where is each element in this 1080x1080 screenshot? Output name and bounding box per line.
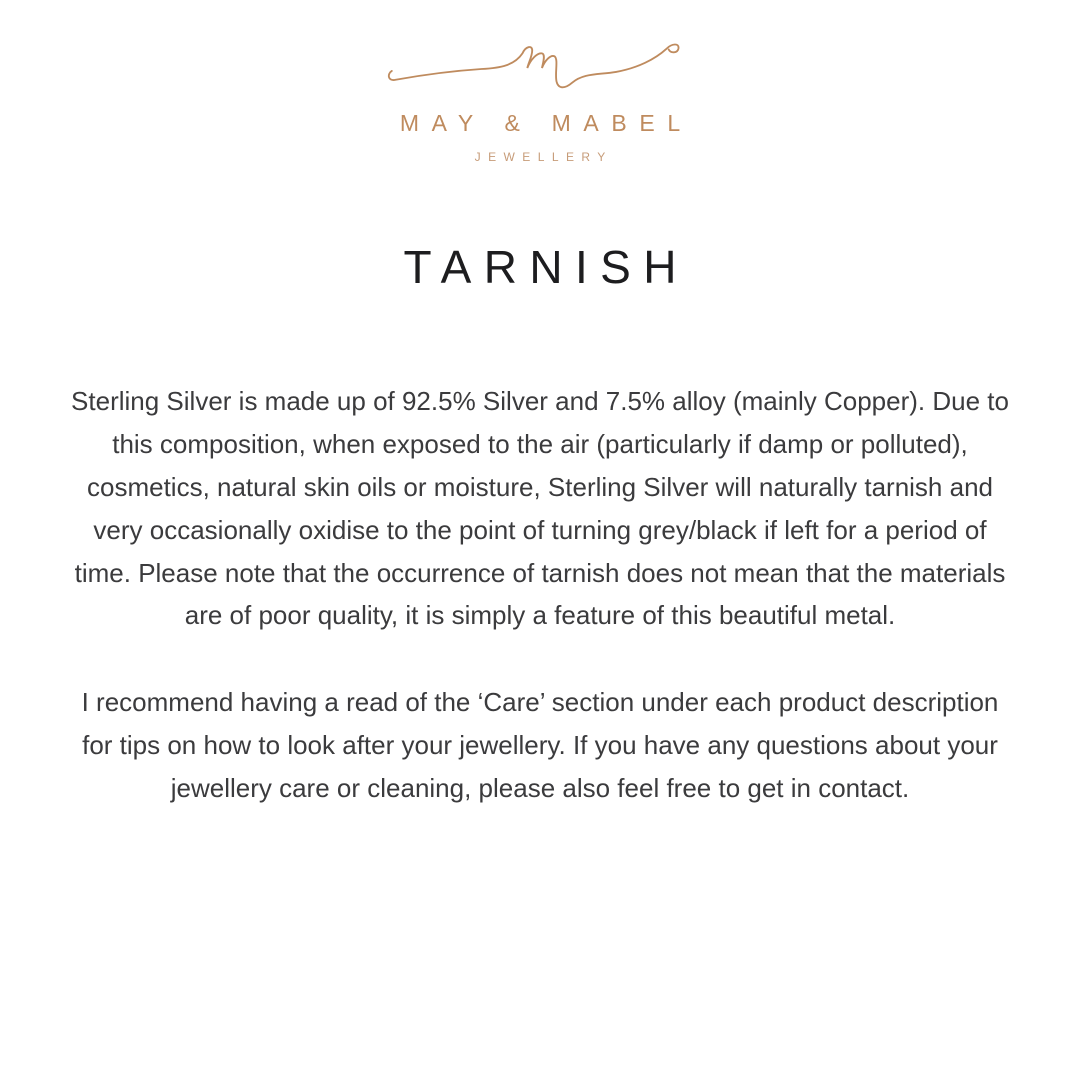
page-title: TARNISH (403, 241, 689, 293)
script-m-flourish-icon (384, 28, 696, 110)
body-text (70, 380, 1010, 810)
brand-name: MAY & MABEL (399, 110, 693, 136)
paragraph-care-recommendation: I recommend having a read of the ‘Care’ section under each product description for tips on how to look after your jewellery. If you have any questions about your jewellery care or cleaning, please also feel free to get in contact. (81, 687, 999, 804)
brand-logo (384, 28, 696, 164)
paragraph-tarnish-info: Sterling Silver is made up of 92.5% Silver and 7.5% alloy (mainly Copper). Due to this composition, when exposed to the air (particularly if damp or polluted), cosmetics, natural skin oils or moisture, Sterling Silver will naturally tarnish and very occasionally oxidise to the point of turning grey/black if left for a period of time. Please note that the occurrence of tarnish does not mean that the materials are of poor quality, it is simply a feature of this beautiful metal. (71, 386, 1009, 631)
brand-subtitle: JEWELLERY (474, 150, 613, 164)
